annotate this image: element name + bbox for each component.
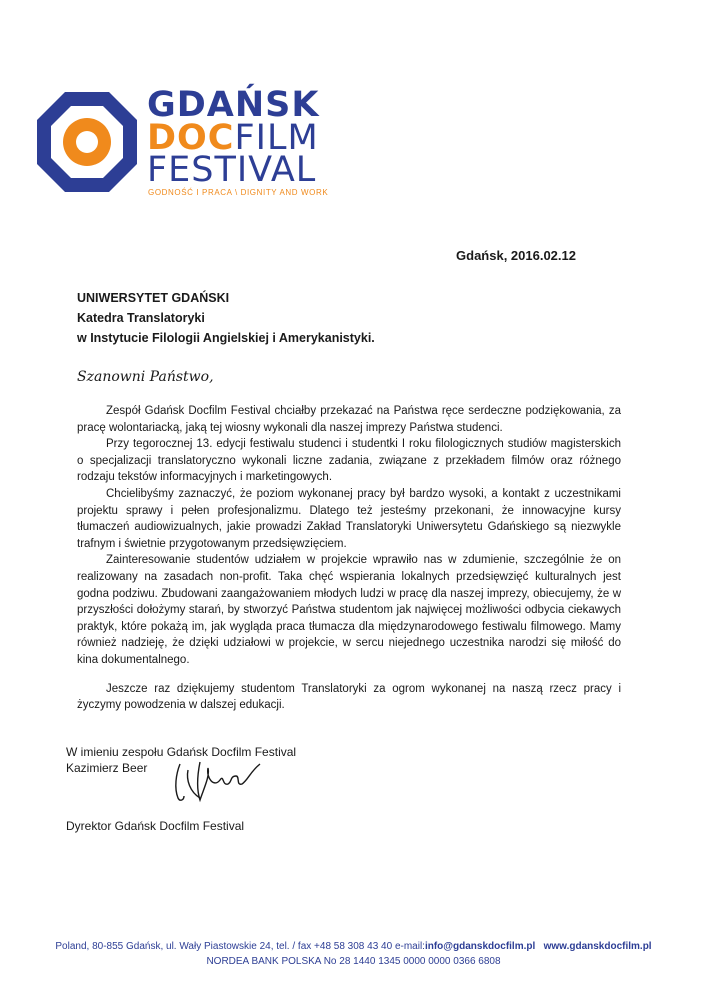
recipient-line-3: w Instytucie Filologii Angielskiej i Amerykanistyki. bbox=[77, 331, 375, 345]
logo-wordmark-gdansk: GDAŃSK bbox=[147, 85, 320, 125]
body-paragraph-2: Przy tegorocznej 13. edycji festiwalu studenci i studentki I roku filologicznych studiów magisterskich o specjalizacji translatoryczno wykonali liczne zadania, związane z przekładem filmów oraz różnego rodzaju tekstów informacyjnych i marketingowych. bbox=[77, 438, 621, 484]
footer-bank: NORDEA BANK POLSKA No 28 1440 1345 0000 0000 0366 6808 bbox=[206, 956, 501, 967]
signatory-title: Dyrektor Gdańsk Docfilm Festival bbox=[66, 819, 245, 833]
footer-address: Poland, 80-855 Gdańsk, ul. Wały Piastowskie 24, tel. / fax +48 58 308 43 40 e-mail: bbox=[55, 941, 425, 952]
recipient-block bbox=[77, 288, 375, 348]
logo-film: FILM bbox=[234, 118, 319, 158]
logo-tagline: GODNOŚĆ I PRACA \ DIGNITY AND WORK bbox=[148, 188, 329, 197]
body-paragraph-3: Chcielibyśmy zaznaczyć, że poziom wykonanej pracy był bardzo wysoki, a kontakt z uczestnikami projektu sprawy i pełen profesjonalizmu. Dlatego też jesteśmy przekonani, że innowacyjne kursy tłumaczeń audiowizualnych, jakie prowadzi Zakład Translatoryki Uniwersytetu Gdańskiego są niezwykle trafnym i świetnie przygotowanym przedsięwzięciem. bbox=[77, 487, 621, 550]
letter-body bbox=[77, 403, 621, 714]
body-paragraph-1: Zespół Gdańsk Docfilm Festival chciałby przekazać na Państwa ręce serdeczne podziękowania, za pracę wolontariacką, jaką tej wiosny wykonali dla naszej imprezy Państwa studenci. bbox=[77, 405, 621, 434]
letter-date: Gdańsk, 2016.02.12 bbox=[456, 248, 576, 263]
footer-contact-line bbox=[0, 941, 707, 952]
logo-doc: DOC bbox=[147, 118, 235, 158]
footer-website-link[interactable]: www.gdanskdocfilm.pl bbox=[543, 941, 652, 952]
recipient-line-2: Katedra Translatoryki bbox=[77, 311, 205, 325]
body-paragraph-5: Jeszcze raz dziękujemy studentom Translatoryki za ogrom wykonanej na naszą rzecz pracy i życzymy powodzenia w dalszej edukacji. bbox=[77, 682, 621, 712]
festival-logo-icon bbox=[33, 88, 141, 196]
handwritten-signature bbox=[170, 758, 270, 806]
salutation: Szanowni Państwo, bbox=[77, 369, 214, 385]
logo-wordmark-festival: FESTIVAL bbox=[147, 150, 317, 190]
footer-email-link[interactable]: info@gdanskdocfilm.pl bbox=[424, 941, 536, 952]
signatory-name: Kazimierz Beer bbox=[66, 761, 148, 775]
signature-on-behalf: W imieniu zespołu Gdańsk Docfilm Festival bbox=[66, 745, 297, 759]
recipient-line-1: UNIWERSYTET GDAŃSKI bbox=[77, 291, 230, 305]
body-paragraph-4: Zainteresowanie studentów udziałem w projekcie wprawiło nas w zdumienie, szczególnie że on realizowany na zasadach non-profit. Taka chęć wspierania lokalnych przedsięwzięć kulturalnych jest godna podziwu. Zbudowani zaangażowaniem młodych ludzi w pracę dla naszej imprezy, obiecujemy, że w przyszłości dołożymy starań, by stworzyć Państwa studentom jak najwięcej możliwości odbycia ciekawych praktyk, które pokażą im, jak wygląda praca tłumacza dla międzynarodowego festiwalu filmowego. Mamy również nadzieję, że dzięki udziałowi w projekcie, w sercu niejednego uczestnika narodzi się miłość do kina dokumentalnego. bbox=[77, 554, 621, 666]
